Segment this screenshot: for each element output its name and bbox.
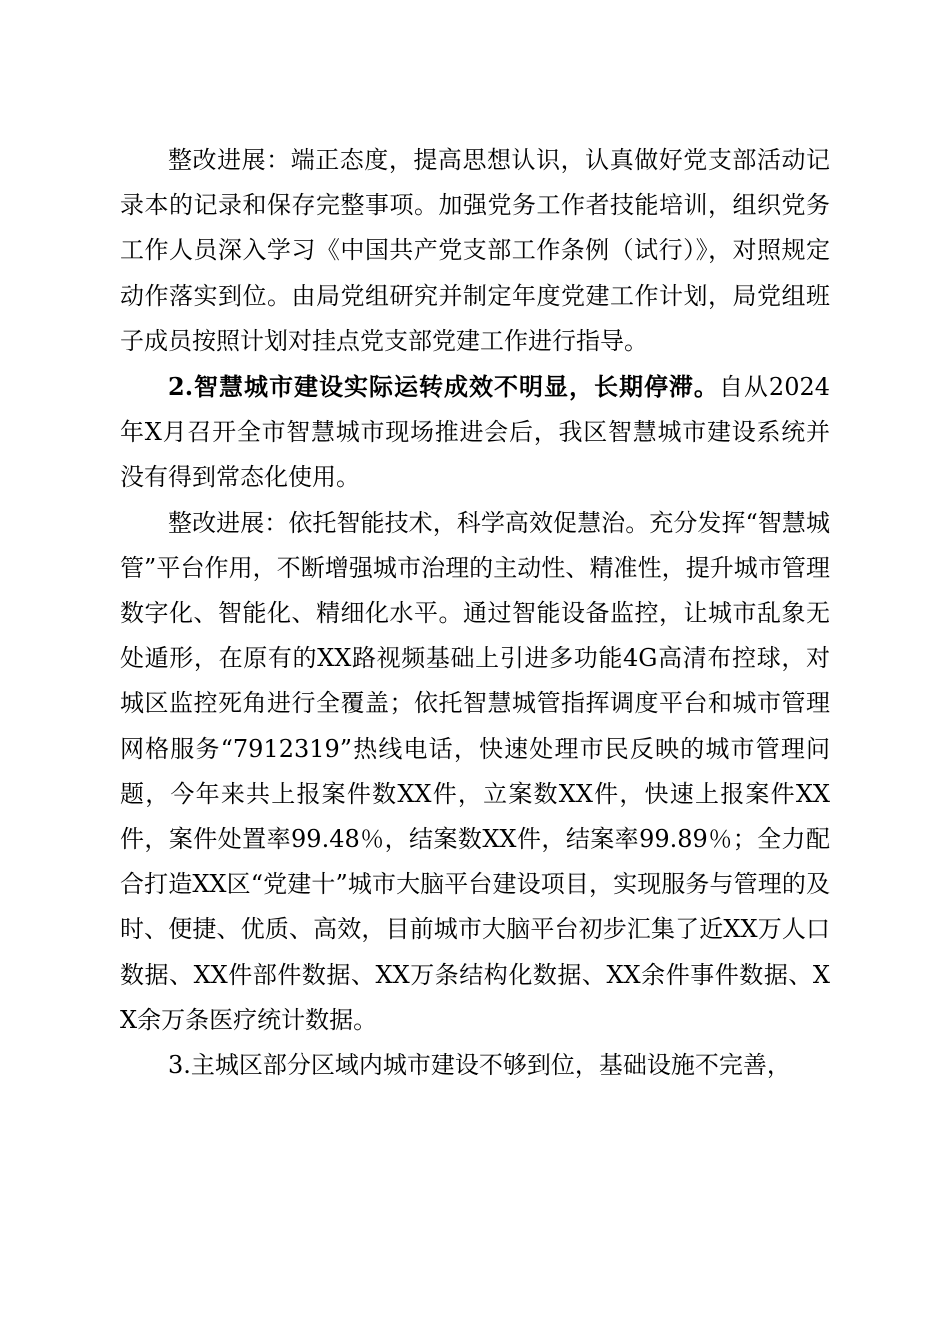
paragraph-issue-3: 3.主城区部分区域内城市建设不够到位，基础设施不完善， [168, 1051, 791, 1080]
issue-2-heading: 2.智慧城市建设实际运转成效不明显，长期停滞。 [168, 372, 719, 402]
paragraph-issue-2 [120, 364, 830, 501]
paragraph-rectification-progress-1: 整改进展：端正态度，提高思想认识，认真做好党支部活动记录本的记录和保存完整事项。加强党务工作者技能培训，组织党务工作人员深入学习《中国共产党支部工作条例（试行）》，对照规定动作落实到位。由局党组研究并制定年度党建工作计划，局党组班子成员按照计划对挂点党支部党建工作进行指导。 [120, 146, 830, 355]
issue-2-description: 自从2024年X月召开全市智慧城市现场推进会后，我区智慧城市建设系统并没有得到常态化使用。 [120, 373, 831, 492]
paragraph-rectification-progress-2: 整改进展：依托智能技术，科学高效促慧治。充分发挥“智慧城管”平台作用，不断增强城市治理的主动性、精准性，提升城市管理数字化、智能化、精细化水平。通过智能设备监控，让城市乱象无处遁形，在原有的XX路视频基础上引进多功能4G高清布控球，对城区监控死角进行全覆盖；依托智慧城管指挥调度平台和城市管理网格服务“7912319”热线电话，快速处理市民反映的城市管理问题，今年来共上报案件数XX件，立案数XX件，快速上报案件XX件，案件处置率99.48％，结案数XX件，结案率99.89％；全力配合打造XX区“党建十”城市大脑平台建设项目，实现服务与管理的及时、便捷、优质、高效，目前城市大脑平台初步汇集了近XX万人口数据、XX件部件数据、XX万条结构化数据、XX余件事件数据、XX余万条医疗统计数据。 [120, 508, 830, 1034]
document-body [120, 138, 830, 1088]
